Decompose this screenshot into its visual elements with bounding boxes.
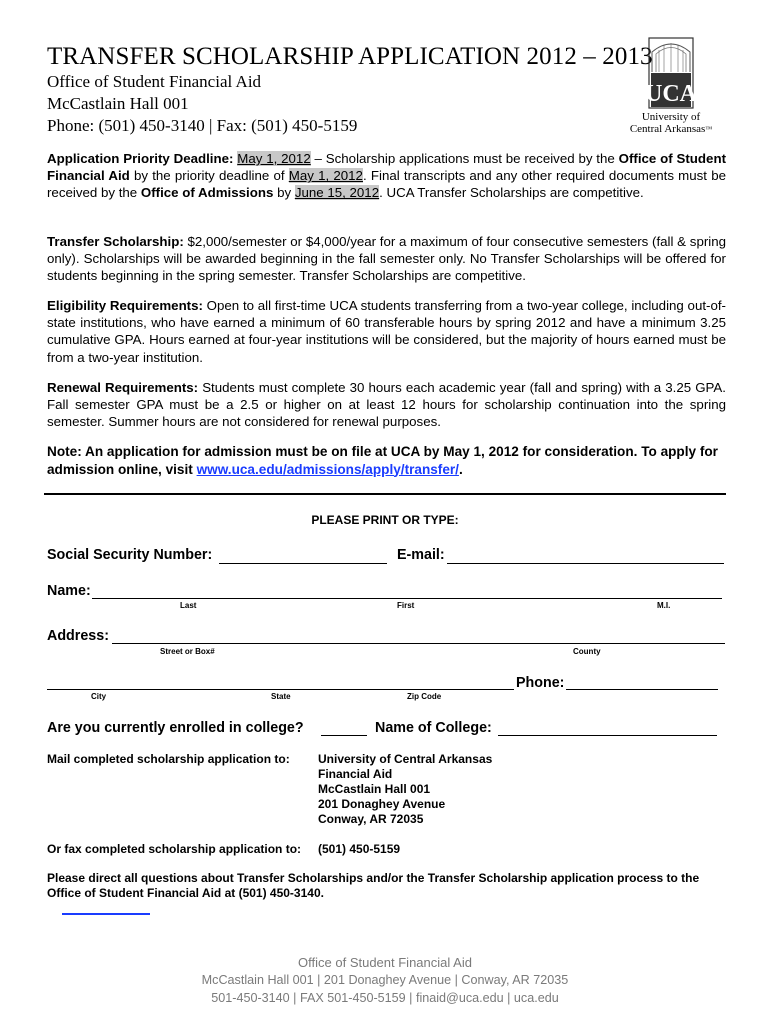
address-label: Address: (47, 628, 109, 644)
name-mi-caption: M.I. (657, 601, 671, 610)
mail-line1: University of Central Arkansas (318, 752, 493, 766)
eligibility-label: Eligibility Requirements: (47, 298, 203, 313)
enrolled-field[interactable] (321, 735, 367, 736)
transfer-label: Transfer Scholarship: (47, 234, 184, 249)
deadline-label: Application Priority Deadline: (47, 151, 234, 166)
priority-date: May 1, 2012 (288, 168, 363, 184)
eligibility-paragraph: Eligibility Requirements: Open to all first-time UCA students transferring from a two-year college, including out-of-state institutions, who have earned a minimum of 60 transferable hours by spring 2012 and have a minimum 3.25 cumulative GPA. Hours earned at four-year institutions will be considered, but the majority of hours earned must be from a two-year institution. (47, 298, 726, 365)
footer-address: McCastlain Hall 001 | 201 Donaghey Avenue | Conway, AR 72035 (201, 973, 569, 987)
logo-line1: University of (641, 111, 701, 123)
deadline-date: May 1, 2012 (237, 151, 311, 166)
svg-text:UCA: UCA (645, 81, 697, 107)
fax-label: Or fax completed scholarship application to: (47, 842, 302, 856)
address-city-field[interactable] (47, 689, 514, 690)
transcript-date: June 15, 2012 (294, 185, 380, 201)
footer-contact: 501-450-3140 | FAX 501-450-5159 | finaid@uca.edu | uca.edu (211, 991, 559, 1005)
print-heading: PLEASE PRINT OR TYPE: (311, 513, 459, 527)
address-street-field[interactable] (112, 643, 725, 644)
ssn-field[interactable] (219, 563, 387, 564)
questions-text: Please direct all questions about Transfer Scholarships and/or the Transfer Scholarship application process to the Office of Student Financial Aid at (501) 450-3140. (47, 871, 700, 900)
zip-caption: Zip Code (407, 692, 442, 701)
deadline-paragraph: Application Priority Deadline: May 1, 2012 – Scholarship applications must be received by the Office of Student Financial Aid by the priority deadline of May 1, 2012. Final transcripts and any other required documents must be received by the Office of Admissions by June 15, 2012. UCA Transfer Scholarships are competitive. (47, 151, 726, 201)
mail-line5: Conway, AR 72035 (318, 812, 424, 826)
blue-divider (62, 913, 150, 915)
section-divider (44, 493, 726, 495)
transfer-apply-link[interactable]: www.uca.edu/admissions/apply/transfer/ (196, 461, 459, 477)
office-name: Office of Student Financial Aid (47, 72, 262, 91)
mailing-address (318, 752, 492, 827)
mail-line2: Financial Aid (318, 767, 393, 781)
name-last-caption: Last (180, 601, 197, 610)
office-phone-fax: Phone: (501) 450-3140 | Fax: (501) 450-5159 (47, 116, 358, 135)
footer-title: Office of Student Financial Aid (298, 955, 472, 970)
name-label: Name: (47, 583, 91, 599)
renewal-label: Renewal Requirements: (47, 380, 199, 395)
college-field[interactable] (498, 735, 717, 736)
email-label: E-mail: (397, 547, 445, 563)
uca-arch-icon (626, 34, 716, 112)
logo-line2: Central Arkansas™ (629, 123, 713, 135)
phone-label: Phone: (516, 675, 565, 691)
phone-field[interactable] (566, 689, 718, 690)
enrolled-label: Are you currently enrolled in college? (47, 720, 304, 736)
county-caption: County (573, 647, 601, 656)
fax-number: (501) 450-5159 (318, 842, 401, 856)
mail-line3: McCastlain Hall 001 (318, 782, 431, 796)
admission-note: Note: An application for admission must be on file at UCA by May 1, 2012 for consideration. To apply for admission online, visit www.uca.edu/admissions/apply/transfer/. (47, 444, 718, 477)
name-field[interactable] (92, 598, 722, 599)
city-caption: City (91, 692, 107, 701)
transfer-paragraph: Transfer Scholarship: $2,000/semester or $4,000/year for a maximum of four consecutive semesters (fall & spring only). Scholarships will be awarded beginning in the fall semester only. No Transfer Scholarships will be offered for students beginning in the spring semester. Transfer Scholarships are competitive. (47, 234, 727, 284)
ssn-label: Social Security Number: (47, 547, 213, 563)
state-caption: State (271, 692, 291, 701)
logo-university-name (626, 111, 716, 135)
college-label: Name of College: (375, 720, 492, 736)
page-title: TRANSFER SCHOLARSHIP APPLICATION 2012 – 2013 (47, 43, 653, 70)
name-first-caption: First (397, 601, 415, 610)
office-hall: McCastlain Hall 001 (47, 94, 189, 113)
mail-line4: 201 Donaghey Avenue (318, 797, 446, 811)
mail-label: Mail completed scholarship application to: (47, 752, 290, 766)
street-caption: Street or Box# (160, 647, 215, 656)
email-field[interactable] (447, 563, 724, 564)
renewal-paragraph: Renewal Requirements: Students must complete 30 hours each academic year (fall and spring) with a 3.25 GPA. Fall semester GPA must be a 2.5 or higher on at least 12 hours for scholarship continuation into the spring semester. Summer hours are not considered for renewal purposes. (47, 380, 726, 430)
